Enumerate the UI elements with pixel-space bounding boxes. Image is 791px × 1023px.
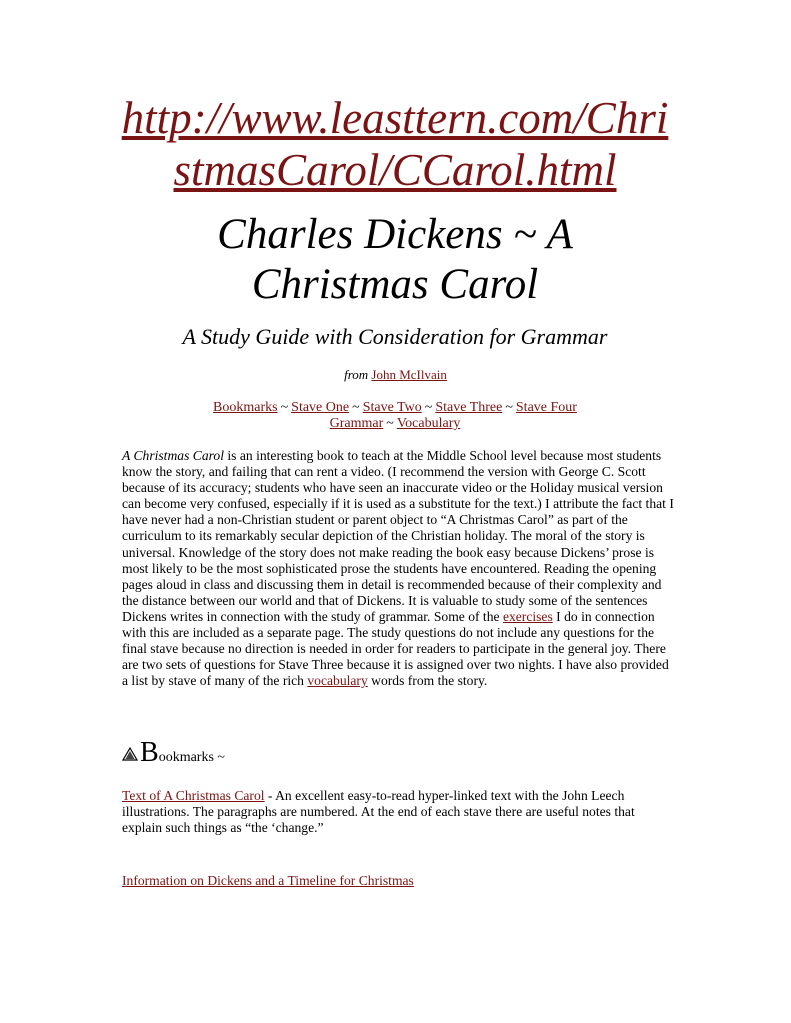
nav-vocabulary[interactable]: Vocabulary [396,416,461,431]
nav-grammar[interactable]: Grammar [329,416,384,431]
byline [0,366,791,383]
bookmarks-initial: B [140,737,159,768]
vocabulary-link[interactable]: vocabulary [307,673,368,689]
bookmark-entry [122,873,678,889]
page-subtitle: A Study Guide with Consideration for Grammar [182,324,608,349]
bookmark-entry: Text of A Christmas Carol - An excellent easy-to-read hyper-linked text with the John Leech illustrations. The paragraphs are numbered. At the end of each stave there are useful notes that explain such things as “the ‘change.” [122,788,635,836]
nav-stave-two[interactable]: Stave Two [362,400,422,415]
up-arrow-icon[interactable] [122,743,138,757]
intro-paragraph: A Christmas Carol is an interesting book to teach at the Middle School level because most students know the story, and failing that can rent a video. (I recommend the version with George C. Scott because of its accuracy; students who have seen an inaccurate video or the Holiday musical version can become very confused, especially if it is used as a substitute for the text.) I attribute the fact that I have never had a non-Christian student or parent object to “A Christmas Carol” as part of the curriculum to its remarkably secular depiction of the Christian holiday. The moral of the story is universal. Knowledge of the story does not make reading the book easy because Dickens’ prose is most likely to be the most sophisticated prose the students have encountered. Reading the opening pages aloud in class and discussing them in detail is recommended because of their complexity and the distance between our world and that of Dickens. It is valuable to study some of the sentences Dickens writes in connection with the study of grammar. Some of the exercises I do in connection with this are included as a separate page. The study questions do not include any questions for the final stave because no direction is needed in order for readers to participate in the general joy. There are two sets of questions for Stave Three because it is assigned over two nights. I have also provided a list by stave of many of the rich vocabulary words from the story. [122,448,674,689]
nav-links: Bookmarks ~ Stave One ~ Stave Two ~ Stave Three ~ Stave Four Grammar ~ Vocabulary [213,400,577,431]
nav-stave-three[interactable]: Stave Three [435,400,503,415]
page-title: Charles Dickens ~ A Christmas Carol [217,211,573,308]
nav-stave-one[interactable]: Stave One [291,400,350,415]
byline-from: from [344,367,369,382]
exercises-link[interactable]: exercises [502,608,553,624]
dickens-info-link[interactable]: Information on Dickens and a Timeline for Christmas [122,873,414,888]
bookmarks-heading [122,738,422,773]
url-heading [110,92,680,196]
intro-book-title: A Christmas Carol [122,448,224,463]
author-link[interactable]: John McIlvain [371,367,447,382]
bookmarks-heading-text: ookmarks ~ [158,750,225,765]
url-link[interactable]: http://www.leasttern.com/Chri stmasCarol/CCarol.html [121,93,669,195]
nav-bookmarks[interactable]: Bookmarks [213,400,278,415]
christmas-carol-text-link[interactable]: Text of A Christmas Carol [122,788,265,803]
nav-stave-four[interactable]: Stave Four [515,400,577,415]
